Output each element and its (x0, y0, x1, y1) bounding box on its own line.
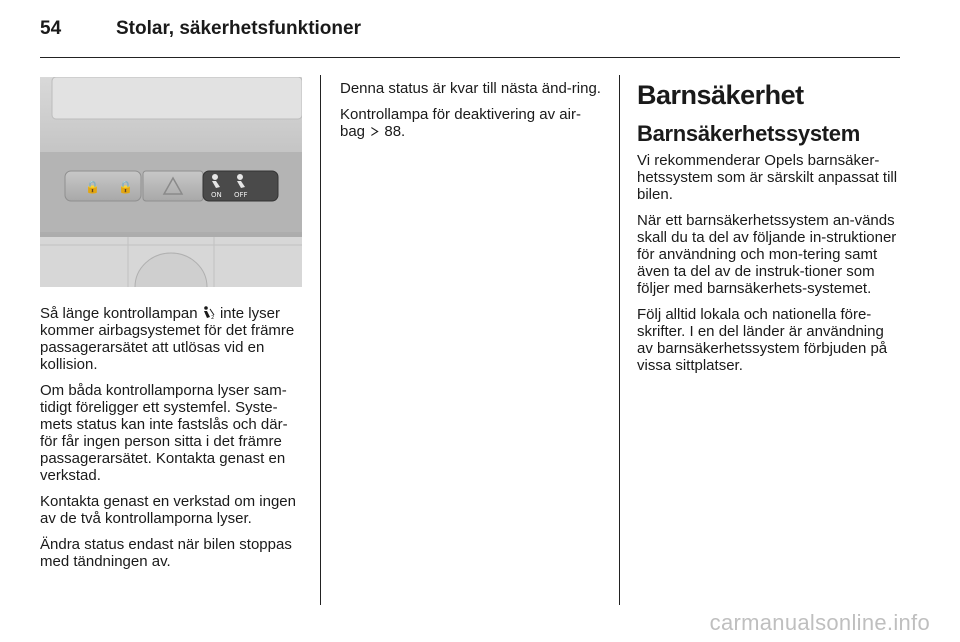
page-number: 54 (40, 18, 62, 39)
chapter-heading: Barnsäkerhet (637, 80, 804, 110)
off-label: OFF (234, 191, 248, 199)
column-3 (637, 80, 901, 383)
page-reference-icon (369, 126, 380, 137)
paragraph: Denna status är kvar till nästa änd-ring. (340, 80, 601, 97)
section-title: Stolar, säkerhetsfunktioner (116, 18, 361, 39)
svg-text:🔒: 🔒 (85, 180, 100, 194)
page-reference-link[interactable]: 88. (384, 123, 406, 140)
column-1 (40, 305, 304, 579)
column-divider-2 (619, 75, 620, 605)
paragraph: Om båda kontrollamporna lyser sam-tidigt föreligger ett systemfel. Syste-mets status kan inte fastslås och där-för får ingen person sitta i det främre passagerarsätet. Kontakta genast en verkstad. (40, 382, 288, 484)
paragraph: Så länge kontrollampan 2 inte lyser kommer airbagsystemet för det främre passagerarsätet att utlösas vid en kollision. (40, 305, 295, 373)
svg-text:2: 2 (210, 315, 214, 320)
column-2 (340, 80, 602, 149)
paragraph: Kontakta genast en verkstad om ingen av de två kontrollamporna lyser. (40, 493, 296, 527)
header-rule (40, 57, 900, 58)
section-heading: Barnsäkerhetssystem (637, 121, 860, 146)
paragraph: Följ alltid lokala och nationella före-skrifter. I en del länder är användning av barnsäkerhetssystem förbjuden på vissa sittplatser. (637, 306, 888, 374)
paragraph: När ett barnsäkerhetssystem an-vänds skall du ta del av följande in-struktioner för användning och mon-tering samt även ta del av de instruk-tioner som följer med barnsäkerhets-systemet. (637, 212, 897, 297)
page-header (40, 18, 361, 48)
watermark: carmanualsonline.info (709, 610, 930, 635)
paragraph: Ändra status endast när bilen stoppas med tändningen av. (40, 536, 292, 570)
column-divider-1 (320, 75, 321, 605)
paragraph: Kontrollampa för deaktivering av air-bag 88. (340, 106, 581, 140)
passenger-airbag-off-icon (202, 306, 216, 320)
airbag-indicator-photo (40, 77, 302, 287)
svg-text:🔒: 🔒 (118, 180, 133, 194)
on-label: ON (211, 191, 222, 199)
paragraph: Vi rekommenderar Opels barnsäker-hetssystem som är särskilt anpassat till bilen. (637, 152, 898, 203)
